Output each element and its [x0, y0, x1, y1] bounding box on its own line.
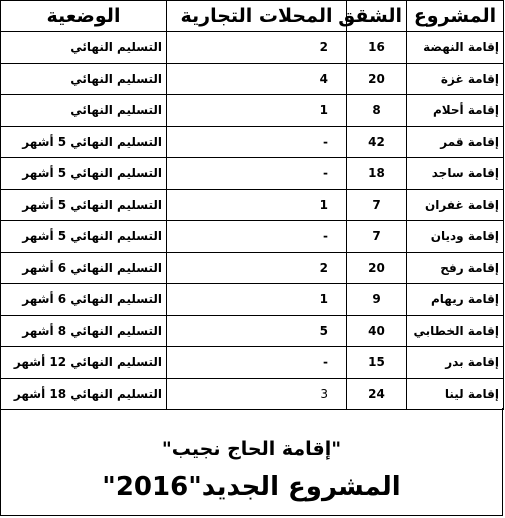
table-row	[1, 63, 504, 95]
cell-shops: -	[167, 126, 347, 158]
cell-shops: 1	[167, 95, 347, 127]
new-project-section	[0, 408, 503, 516]
header-status: الوضعية	[1, 1, 167, 32]
cell-status: التسليم النهائي 12 أشهر	[1, 347, 167, 379]
cell-status: التسليم النهائي	[1, 95, 167, 127]
cell-apartments: 20	[347, 252, 407, 284]
cell-project: إقامة النهضة	[407, 32, 504, 64]
cell-shops: 4	[167, 63, 347, 95]
table-row	[1, 95, 504, 127]
new-project-title: المشروع الجديد"2016"	[102, 472, 401, 502]
header-shops: المحلات التجارية	[167, 1, 347, 32]
cell-status: التسليم النهائي 5 أشهر	[1, 221, 167, 253]
header-apartments: الشقق	[347, 1, 407, 32]
cell-status: التسليم النهائي 5 أشهر	[1, 158, 167, 190]
table-row	[1, 284, 504, 316]
header-project: المشروع	[407, 1, 504, 32]
cell-status: التسليم النهائي 5 أشهر	[1, 126, 167, 158]
cell-shops: -	[167, 347, 347, 379]
cell-project: إقامة وديان	[407, 221, 504, 253]
cell-project: إقامة أحلام	[407, 95, 504, 127]
cell-shops: -	[167, 158, 347, 190]
cell-apartments: 42	[347, 126, 407, 158]
cell-apartments: 8	[347, 95, 407, 127]
cell-project: إقامة بدر	[407, 347, 504, 379]
new-project-name: "إقامة الحاج نجيب"	[161, 438, 342, 460]
table-row	[1, 158, 504, 190]
cell-apartments: 24	[347, 378, 407, 410]
cell-apartments: 7	[347, 221, 407, 253]
table-row	[1, 221, 504, 253]
cell-project: إقامة لينا	[407, 378, 504, 410]
cell-project: إقامة غفران	[407, 189, 504, 221]
cell-status: التسليم النهائي	[1, 63, 167, 95]
table-row	[1, 189, 504, 221]
cell-shops: -	[167, 221, 347, 253]
cell-shops: 1	[167, 284, 347, 316]
cell-shops: 3	[167, 378, 347, 410]
cell-project: إقامة غزة	[407, 63, 504, 95]
cell-status: التسليم النهائي 6 أشهر	[1, 284, 167, 316]
cell-project: إقامة الخطابي	[407, 315, 504, 347]
table-header-row	[1, 1, 504, 32]
cell-shops: 5	[167, 315, 347, 347]
table-row	[1, 252, 504, 284]
cell-project: إقامة رفح	[407, 252, 504, 284]
table-row	[1, 32, 504, 64]
cell-shops: 2	[167, 32, 347, 64]
cell-apartments: 40	[347, 315, 407, 347]
cell-status: التسليم النهائي 18 أشهر	[1, 378, 167, 410]
cell-apartments: 7	[347, 189, 407, 221]
table-row	[1, 378, 504, 410]
cell-shops: 1	[167, 189, 347, 221]
cell-apartments: 20	[347, 63, 407, 95]
cell-status: التسليم النهائي 5 أشهر	[1, 189, 167, 221]
cell-shops: 2	[167, 252, 347, 284]
cell-apartments: 9	[347, 284, 407, 316]
cell-project: إقامة قمر	[407, 126, 504, 158]
cell-apartments: 18	[347, 158, 407, 190]
cell-status: التسليم النهائي 8 أشهر	[1, 315, 167, 347]
table-row	[1, 315, 504, 347]
table-row	[1, 126, 504, 158]
cell-apartments: 16	[347, 32, 407, 64]
table-row	[1, 347, 504, 379]
cell-apartments: 15	[347, 347, 407, 379]
cell-status: التسليم النهائي 6 أشهر	[1, 252, 167, 284]
cell-project: إقامة ريهام	[407, 284, 504, 316]
cell-status: التسليم النهائي	[1, 32, 167, 64]
cell-project: إقامة ساجد	[407, 158, 504, 190]
